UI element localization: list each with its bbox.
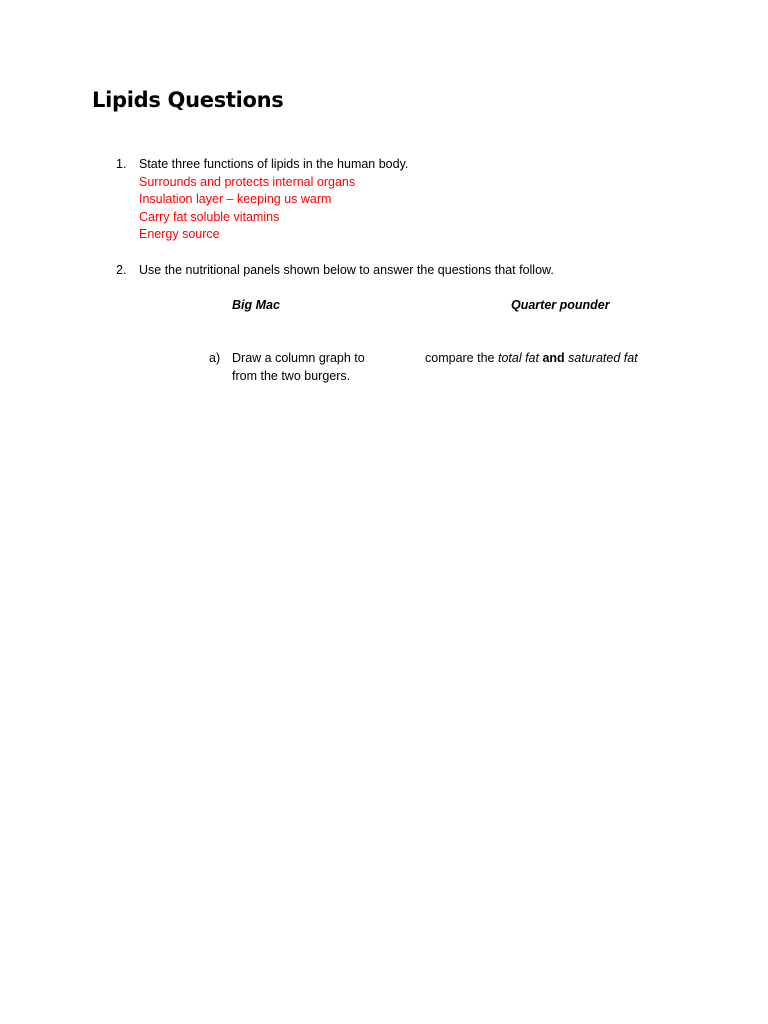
answer-2: Insulation layer – keeping us warm: [139, 192, 332, 207]
part-a-joiner: and: [542, 351, 565, 365]
part-a-text-line2: from the two burgers.: [232, 368, 351, 383]
part-a-text-start: Draw a column graph to: [232, 351, 365, 365]
question-2-text: Use the nutritional panels shown below to answer the questions that follow.: [139, 263, 554, 277]
part-a-term-saturated-fat: saturated fat: [568, 351, 638, 365]
page-title: Lipids Questions: [92, 88, 284, 112]
big-mac-label: Big Mac: [232, 298, 280, 312]
part-a-letter: a): [209, 351, 221, 365]
quarter-pounder-label: Quarter pounder: [511, 298, 610, 312]
part-a-compare: compare the: [425, 351, 495, 365]
question-2-number: 2.: [116, 263, 127, 277]
answer-3: Carry fat soluble vitamins: [139, 209, 280, 224]
part-a-text-rest: [425, 350, 638, 368]
question-1-number: 1.: [116, 157, 127, 171]
answer-4: Energy source: [139, 227, 220, 242]
part-a-term-total-fat: total fat: [497, 351, 539, 365]
answer-1: Surrounds and protects internal organs: [139, 174, 356, 189]
question-1-text: State three functions of lipids in the human body.: [139, 157, 409, 171]
